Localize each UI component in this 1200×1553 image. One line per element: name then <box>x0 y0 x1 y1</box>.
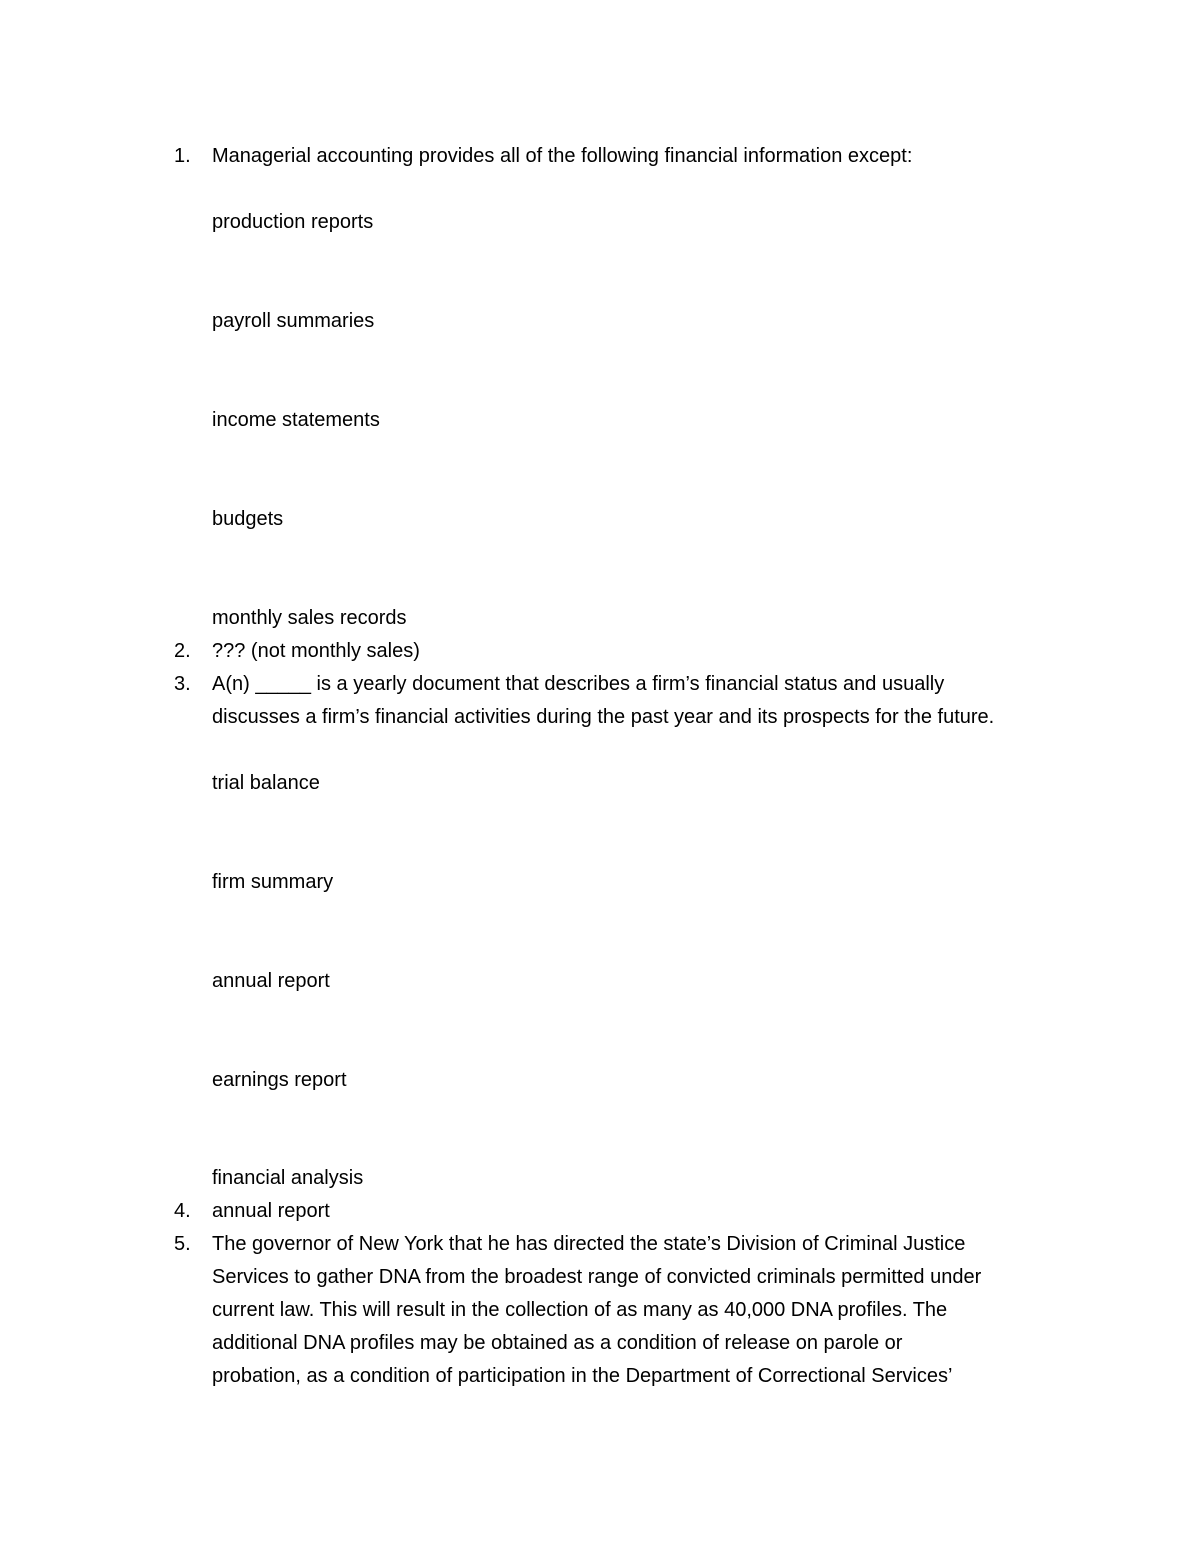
question-text: The governor of New York that he has directed the state’s Division of Criminal Justice <box>212 1233 966 1255</box>
answer-option: payroll summaries <box>212 310 375 332</box>
question-text: A(n) _____ is a yearly document that describes a firm’s financial status and usually <box>212 673 945 695</box>
answer-option: annual report <box>212 970 330 992</box>
question-number: 4. <box>174 1200 191 1222</box>
answer-option: firm summary <box>212 871 334 893</box>
answer-option: earnings report <box>212 1069 347 1091</box>
answer-option: budgets <box>212 508 284 530</box>
answer-option: income statements <box>212 409 380 431</box>
question-text: annual report <box>212 1200 330 1222</box>
question-text: additional DNA profiles may be obtained as a condition of release on parole or <box>212 1332 903 1354</box>
answer-option: trial balance <box>212 772 320 794</box>
question-text: current law. This will result in the collection of as many as 40,000 DNA profiles. The <box>212 1299 948 1321</box>
question-text: Services to gather DNA from the broadest range of convicted criminals permitted under <box>212 1266 982 1288</box>
question-number: 5. <box>174 1233 191 1255</box>
answer-option: monthly sales records <box>212 607 407 629</box>
question-text: discusses a firm’s financial activities during the past year and its prospects for the future. <box>212 706 995 728</box>
answer-option: production reports <box>212 211 374 233</box>
question-number: 2. <box>174 640 191 662</box>
answer-option: financial analysis <box>212 1167 364 1189</box>
question-text: Managerial accounting provides all of the following financial information except: <box>212 145 913 167</box>
question-number: 3. <box>174 673 191 695</box>
question-text: probation, as a condition of participation in the Department of Correctional Services’ <box>212 1365 953 1387</box>
question-text: ??? (not monthly sales) <box>212 640 420 662</box>
question-number: 1. <box>174 145 191 167</box>
